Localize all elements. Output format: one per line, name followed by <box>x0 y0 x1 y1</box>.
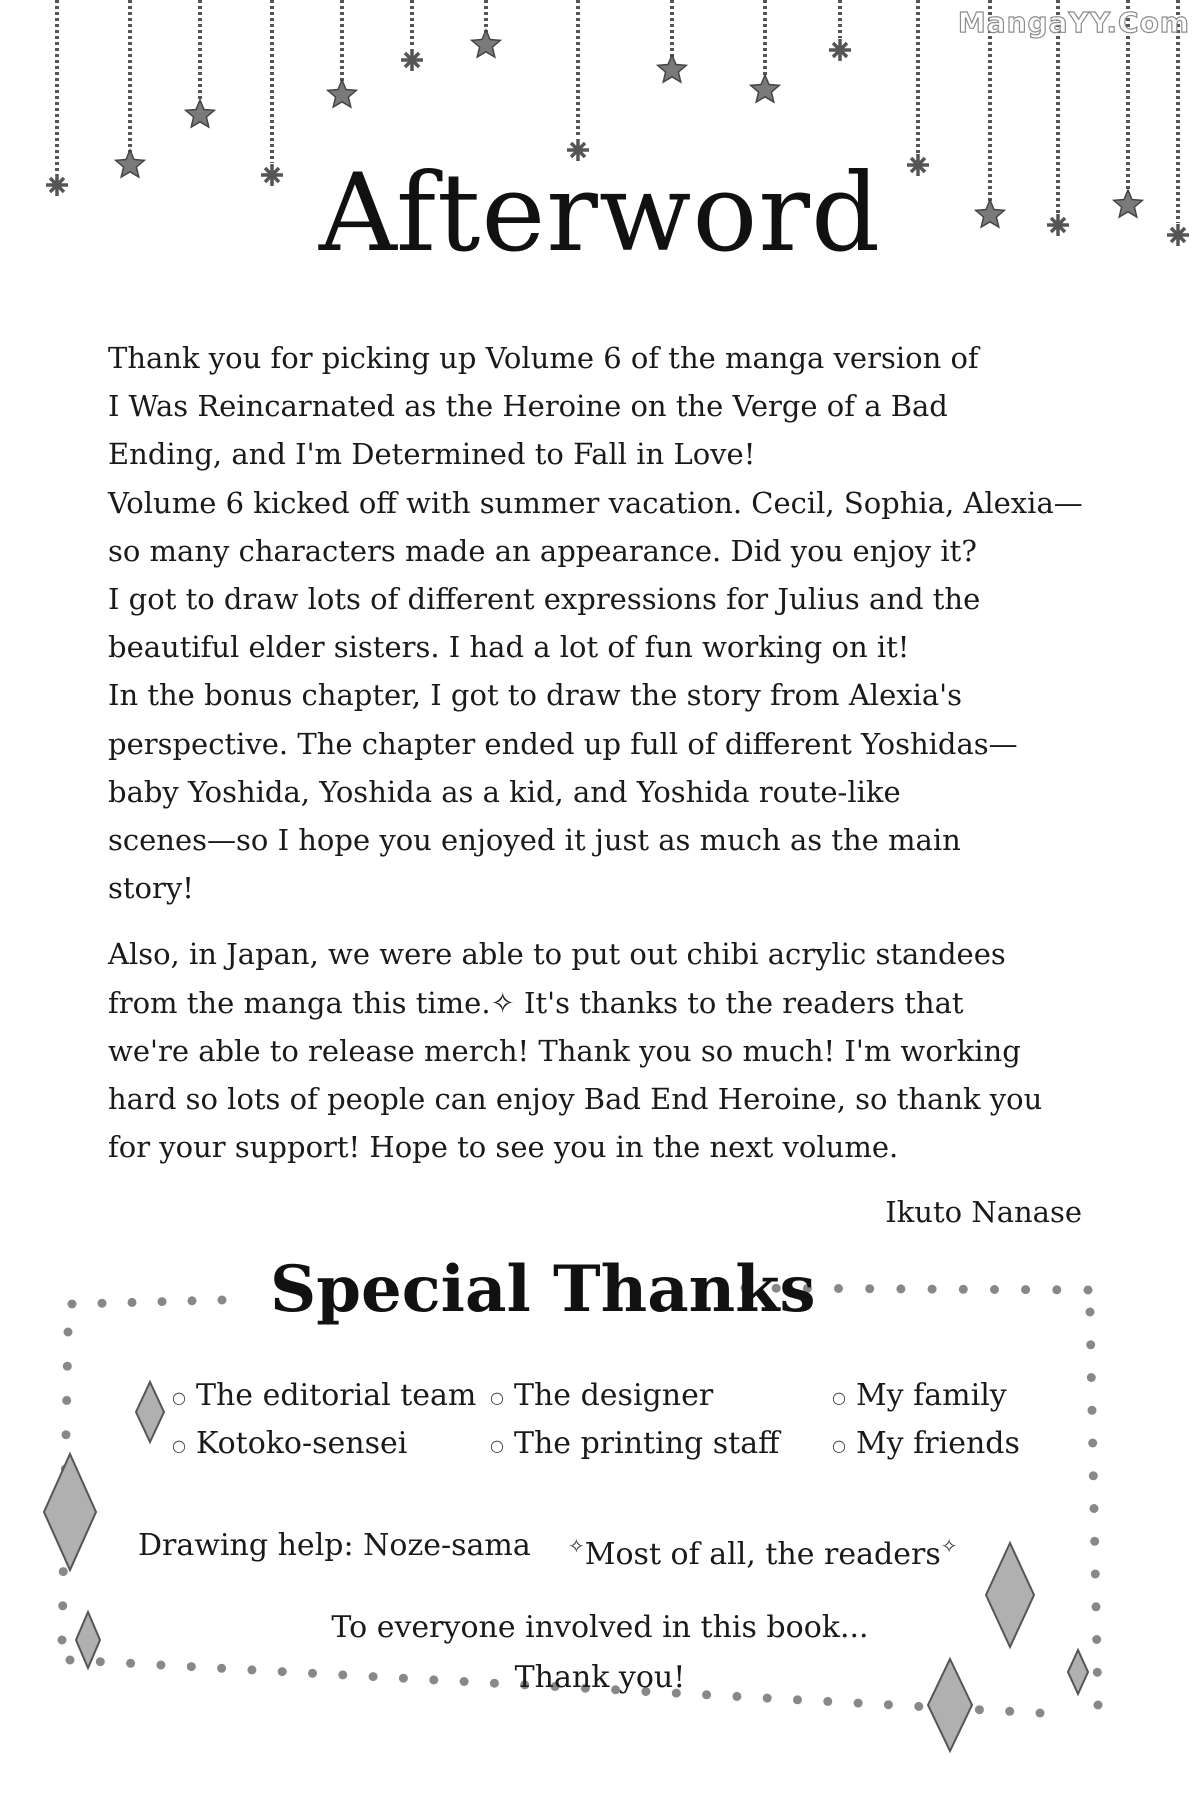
body-line: we're able to release merch! Thank you so much! I'm working <box>108 1033 1021 1068</box>
bullet-icon: ○ <box>832 1387 846 1407</box>
body-line: so many characters made an appearance. Did you enjoy it? <box>108 533 977 568</box>
body-line: perspective. The chapter ended up full of different Yoshidas— <box>108 726 1018 761</box>
frame-dot <box>884 1700 893 1709</box>
body-line: scenes—so I hope you enjoyed it just as much as the main <box>108 823 961 858</box>
frame-dot <box>1005 1707 1014 1716</box>
body-line: hard so lots of people can enjoy Bad End Heroine, so thank you <box>108 1082 1043 1117</box>
frame-dot <box>58 1601 67 1610</box>
hanging-star <box>907 0 929 176</box>
body-line: In the bonus chapter, I got to draw the story from Alexia's <box>108 678 962 713</box>
frame-dot <box>64 1328 73 1337</box>
body-line: from the manga this time.✧ It's thanks to the readers that <box>108 985 964 1020</box>
frame-dot <box>128 1298 137 1307</box>
hanging-star <box>751 0 780 102</box>
thanks-item-family: ○ My family <box>832 1378 1007 1413</box>
special-thanks-title: Special Thanks <box>270 1252 816 1327</box>
frame-dot <box>975 1705 984 1714</box>
frame-dot <box>793 1695 802 1704</box>
body-line: Also, in Japan, we were able to put out chibi acrylic standees <box>108 937 1006 972</box>
frame-dot <box>62 1396 71 1405</box>
frame-dot <box>1088 1439 1097 1448</box>
diamond-sparkle-icon <box>44 1454 96 1570</box>
frame-dot <box>834 1284 843 1293</box>
afterword-body <box>108 334 1083 1171</box>
frame-dot <box>928 1285 937 1294</box>
hanging-star <box>829 0 851 61</box>
bullet-icon: ○ <box>172 1435 186 1455</box>
frame-dot <box>896 1284 905 1293</box>
frame-dot <box>59 1567 68 1576</box>
hanging-star <box>658 0 687 82</box>
body-line: Ending, and I'm Determined to Fall in Love! <box>108 437 756 472</box>
body-line: beautiful elder sisters. I had a lot of fun working on it! <box>108 630 910 665</box>
frame-dot <box>1094 1701 1103 1710</box>
sparkle-icon: ✧ <box>940 1534 958 1558</box>
frame-dot <box>1036 1709 1045 1718</box>
closing-line-1: To everyone involved in this book... <box>331 1610 869 1645</box>
diamond-sparkle-icon <box>136 1382 164 1442</box>
frame-dot <box>68 1300 77 1309</box>
frame-dot <box>1052 1285 1061 1294</box>
thanks-item-friends: ○ My friends <box>832 1426 1020 1461</box>
body-line: Volume 6 kicked off with summer vacation. Cecil, Sophia, Alexia— <box>108 485 1083 520</box>
hanging-star <box>472 0 501 57</box>
frame-dot <box>990 1285 999 1294</box>
most-of-all-readers: ✧Most of all, the readers✧ <box>568 1534 958 1572</box>
frame-dot <box>1086 1340 1095 1349</box>
body-line: story! <box>108 871 194 906</box>
thanks-item-kotoko: ○ Kotoko-sensei <box>172 1426 408 1461</box>
frame-dot <box>959 1285 968 1294</box>
frame-dot <box>218 1296 227 1305</box>
frame-dot <box>914 1702 923 1711</box>
closing-line-2: Thank you! <box>514 1660 686 1695</box>
bullet-icon: ○ <box>832 1435 846 1455</box>
hanging-star <box>567 0 589 161</box>
bullet-icon: ○ <box>172 1387 186 1407</box>
watermark: MangaYY.Com <box>957 6 1190 39</box>
frame-dot <box>854 1699 863 1708</box>
frame-dot <box>1087 1373 1096 1382</box>
hanging-star <box>261 0 283 186</box>
frame-dot <box>62 1430 71 1439</box>
frame-dot <box>63 1362 72 1371</box>
frame-dot <box>1091 1570 1100 1579</box>
body-line: baby Yoshida, Yoshida as a kid, and Yoshida route-like <box>108 774 901 809</box>
body-line: for your support! Hope to see you in the next volume. <box>108 1130 899 1165</box>
hanging-star <box>116 0 145 177</box>
frame-dot <box>188 1296 197 1305</box>
body-line: I got to draw lots of different expressions for Julius and the <box>108 582 981 617</box>
body-line: I Was Reincarnated as the Heroine on the Verge of a Bad <box>108 389 948 424</box>
thanks-item-editorial: ○ The editorial team <box>172 1378 477 1413</box>
hanging-star <box>186 0 215 127</box>
frame-dot <box>823 1697 832 1706</box>
hanging-star <box>328 0 357 107</box>
frame-dot <box>1089 1471 1098 1480</box>
thanks-item-printing: ○ The printing staff <box>490 1426 780 1461</box>
paragraph-gap <box>108 912 1068 930</box>
frame-dot <box>865 1284 874 1293</box>
frame-dot <box>1021 1285 1030 1294</box>
frame-dot <box>158 1297 167 1306</box>
thanks-item-designer: ○ The designer <box>490 1378 714 1413</box>
body-line: Thank you for picking up Volume 6 of the manga version of <box>108 341 979 375</box>
drawing-help: Drawing help: Noze-sama <box>138 1528 531 1563</box>
sparkle-icon: ✧ <box>568 1534 585 1558</box>
frame-dot <box>1086 1308 1095 1317</box>
frame-dot <box>98 1299 107 1308</box>
bullet-icon: ○ <box>490 1435 504 1455</box>
author-signature: Ikuto Nanase <box>885 1195 1082 1229</box>
page-title: Afterword <box>318 151 882 276</box>
frame-dot <box>1084 1286 1093 1295</box>
frame-dot <box>1090 1537 1099 1546</box>
frame-dot <box>1090 1504 1099 1513</box>
frame-dot <box>1088 1406 1097 1415</box>
hanging-star <box>401 0 423 71</box>
bullet-icon: ○ <box>490 1387 504 1407</box>
